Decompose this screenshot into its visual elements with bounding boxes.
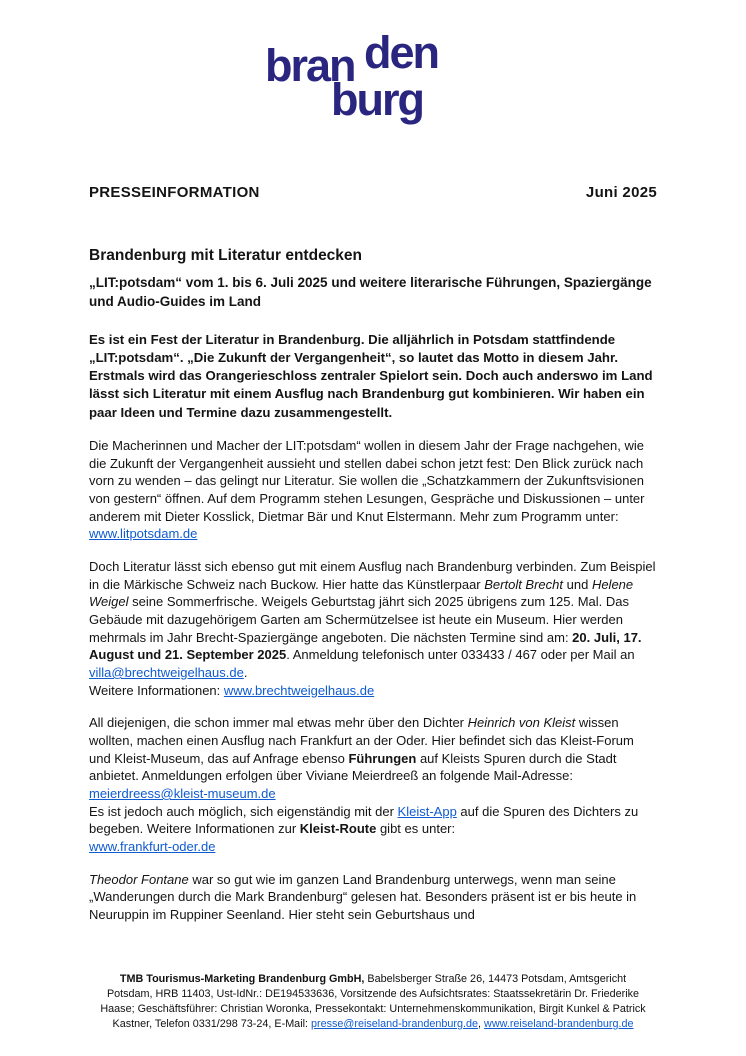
paragraph-fontane xyxy=(89,871,657,924)
text-run: , xyxy=(478,1018,485,1031)
kleist-app-link[interactable]: Kleist-App xyxy=(397,803,457,819)
kleist-museum-mail-link[interactable]: meierdreess@kleist-museum.de xyxy=(89,785,276,801)
paragraph-brecht-weigel xyxy=(89,558,657,699)
text-run: wissen wollten, machen einen Ausflug nach Frankfurt an der Oder. Hier befindet sich das Kleist-Forum und Kleist-Museum, das auf Anfrage ebenso xyxy=(89,715,634,766)
brechtweigelhaus-link[interactable]: www.brechtweigelhaus.de xyxy=(223,682,375,698)
text-run: Babelsberger Straße 26, 14473 Potsdam, Amtsgericht Potsdam, HRB 11403, Ust-IdNr.: DE194533636, Vorsitzende des Aufsichtsrates: Staatssekretärin Dr. Friederike Haase; Geschäftsführer: Christian Woronka, Pressekontakt: Unternehmenskommunikation, Birgit Kunkel & Patrick Kastner, Telefon 0331/298 73-24, E-Mail: xyxy=(100,973,646,1031)
footer-imprint xyxy=(0,972,746,1032)
logo-part-bran: bran xyxy=(265,40,355,91)
doc-title: Brandenburg mit Literatur entdecken xyxy=(89,247,363,264)
text-run: war so gut wie im ganzen Land Brandenburg unterwegs, wenn man seine „Wanderungen durch die Mark Brandenburg“ gelesen hat. Besonders präsent ist er bis heute in Neuruppin im Ruppiner Seenland. Hier steht sein Geburtshaus und xyxy=(89,871,637,922)
text-run: Heinrich von Kleist xyxy=(467,715,576,731)
frankfurt-oder-link[interactable]: www.frankfurt-oder.de xyxy=(89,838,216,854)
document-body xyxy=(0,128,746,924)
presse-mail-link[interactable]: presse@reiseland-brandenburg.de xyxy=(311,1018,479,1031)
text-run: TMB Tourismus-Marketing Brandenburg GmbH, xyxy=(119,973,365,986)
reiseland-brandenburg-link[interactable]: www.reiseland-brandenburg.de xyxy=(484,1018,634,1031)
logo-container xyxy=(0,27,746,128)
paragraph-litpotsdam xyxy=(89,437,657,543)
text-run: . Anmeldung telefonisch unter 033433 / 467 oder per Mail an xyxy=(286,647,635,663)
text-run: Die Macherinnen und Macher der LIT:potsdam“ wollen in diesem Jahr der Frage nachgehen, wie die Zukunft der Vergangenheit aussieht und stellen dabei schon jetzt fest: Den Blick zurück nach vorn zu wenden – das gelingt nur Literatur. Sie wollen die „Schatzkammern der Zukunftsvisionen von gestern“ öffnen. Auf dem Programm stehen Lesungen, Gespräche und Diskussionen – unter anderem mit Dieter Kosslick, Dietmar Bär und Knut Elstermann. Mehr zum Programm unter: xyxy=(89,437,645,524)
brechtweigelhaus-mail-link[interactable]: villa@brechtweigelhaus.de xyxy=(89,664,244,680)
text-run: Theodor Fontane xyxy=(89,871,189,887)
text-run: Führungen xyxy=(348,750,417,766)
text-run: . xyxy=(243,664,248,680)
text-run: Helene Weigel xyxy=(89,576,634,610)
doc-subtitle: „LIT:potsdam“ vom 1. bis 6. Juli 2025 und weitere literarische Führungen, Spaziergänge und Audio-Guides im Land xyxy=(89,275,652,309)
text-run: gibt es unter: xyxy=(376,821,456,837)
lead-paragraph: Es ist ein Fest der Literatur in Brandenburg. Die alljährlich in Potsdam stattfindende „LIT:potsdam“. „Die Zukunft der Vergangenheit“, so lautet das Motto in diesem Jahr. Erstmals wird das Orangerieschloss zentraler Spielort sein. Doch auch anderswo im Land lässt sich Literatur mit einem Ausflug nach Brandenburg gut kombinieren. Wir haben ein paar Ideen und Termine dazu zusammengestellt. xyxy=(89,331,653,420)
brandenburg-logo xyxy=(265,27,481,128)
logo-part-burg: burg xyxy=(331,74,423,125)
presseinformation-label: PRESSEINFORMATION xyxy=(89,184,260,201)
paragraph-kleist xyxy=(89,714,657,855)
text-run: Doch Literatur lässt sich ebenso gut mit einem Ausflug nach Brandenburg verbinden. Zum Beispiel in die Märkische Schweiz nach Buckow. Hier hatte das Künstlerpaar xyxy=(89,558,656,592)
text-run: Bertolt Brecht xyxy=(484,576,564,592)
text-run: seine Sommerfrische. Weigels Geburtstag jährt sich 2025 übrigens zum 125. Mal. Das Gebäude mit dazugehörigem Garten am Schermützelsee ist heute ein Museum. Hier werden mehrmals im Jahr Brecht-Spaziergänge angeboten. Die nächsten Termine sind am: xyxy=(89,594,630,645)
text-run: auf Kleists Spuren durch die Stadt anbietet. Anmeldungen erfolgen über Viviane Meierdreeß an folgende Mail-Adresse: xyxy=(89,750,617,784)
text-run: All diejenigen, die schon immer mal etwas mehr über den Dichter xyxy=(89,715,468,731)
text-run: auf die Spuren des Dichters zu begeben. Weitere Informationen zur xyxy=(89,803,639,837)
text-run: Weitere Informationen: xyxy=(89,682,224,698)
date-label: Juni 2025 xyxy=(585,184,657,201)
text-run: Es ist jedoch auch möglich, sich eigenständig mit der xyxy=(89,803,398,819)
text-run: Kleist-Route xyxy=(299,821,377,837)
litpotsdam-link[interactable]: www.litpotsdam.de xyxy=(89,526,198,542)
header-row xyxy=(89,184,657,201)
logo-part-den: den xyxy=(364,27,439,78)
text-run: und xyxy=(563,576,592,592)
text-run: 20. Juli, 17. August und 21. September 2025 xyxy=(89,629,642,663)
